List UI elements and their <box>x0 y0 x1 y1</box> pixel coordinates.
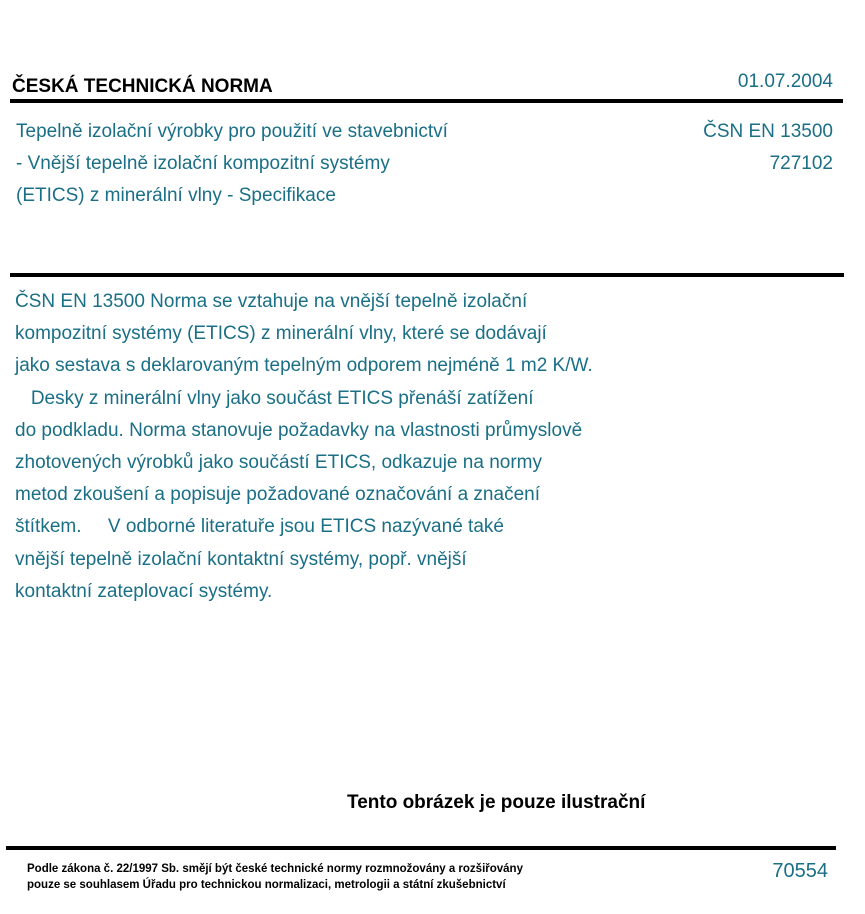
standard-codes <box>703 116 833 180</box>
legal-line: Podle zákona č. 22/1997 Sb. smějí být české technické normy rozmnožovány a rozšiřovány <box>27 863 523 875</box>
legal-notice <box>27 862 523 893</box>
abstract-line: zhotovených výrobků jako součástí ETICS, odkazuje na normy <box>15 452 542 474</box>
title-line: Tepelně izolační výrobky pro použití ve stavebnictví <box>16 121 448 142</box>
abstract-line: vnější tepelně izolační kontaktní systémy, popř. vnější <box>15 548 467 570</box>
title-line: (ETICS) z minerální vlny - Specifikace <box>16 185 336 206</box>
divider-top <box>10 99 843 103</box>
illustration-notice: Tento obrázek je pouze ilustrační <box>347 792 646 813</box>
abstract-line: ČSN EN 13500 Norma se vztahuje na vnější tepelně izolační <box>15 291 528 312</box>
standard-number: ČSN EN 13500 <box>703 121 833 142</box>
legal-line: pouze se souhlasem Úřadu pro technickou normalizaci, metrologii a státní zkušebnictví <box>27 878 506 891</box>
standard-title <box>16 116 448 212</box>
divider-bottom <box>6 846 836 850</box>
document-number: 70554 <box>772 860 828 882</box>
document-type-heading: ČESKÁ TECHNICKÁ NORMA <box>12 76 273 97</box>
publication-date: 01.07.2004 <box>737 71 833 92</box>
divider-middle <box>10 273 844 277</box>
title-line: - Vnější tepelně izolační kompozitní systémy <box>16 153 390 174</box>
abstract-line: jako sestava s deklarovaným tepelným odporem nejméně 1 m2 K/W. <box>15 355 593 377</box>
abstract-line: kompozitní systémy (ETICS) z minerální vlny, které se dodávají <box>15 323 547 345</box>
standard-abstract <box>15 286 593 608</box>
classification-number: 727102 <box>769 153 833 174</box>
abstract-line: Desky z minerální vlny jako součást ETICS přenáší zatížení <box>15 387 534 409</box>
abstract-line: do podkladu. Norma stanovuje požadavky na vlastnosti průmyslově <box>15 419 583 441</box>
abstract-line: kontaktní zateplovací systémy. <box>15 580 273 602</box>
abstract-line: metod zkoušení a popisuje požadované označování a značení <box>15 484 540 506</box>
abstract-line: štítkem. V odborné literatuře jsou ETICS nazývané také <box>15 516 504 538</box>
